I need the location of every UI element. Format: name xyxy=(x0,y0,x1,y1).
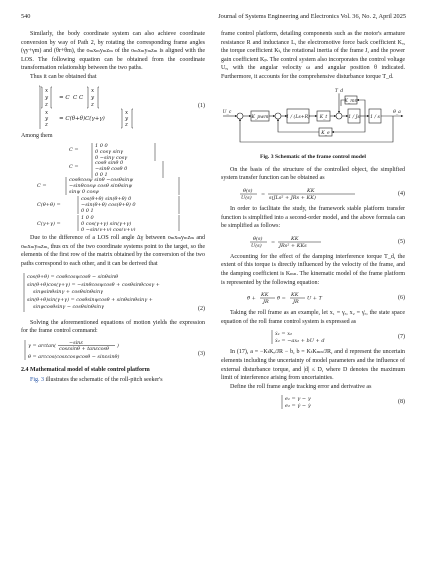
paragraph-text: illustrates the schematic of the roll-pitch seeker's xyxy=(44,377,163,384)
figure-link[interactable]: Fig. 3 xyxy=(30,377,45,384)
equation-number: (4) xyxy=(398,191,405,198)
svg-text:0 0 1: 0 0 1 xyxy=(81,208,94,215)
svg-text:−sin(θ+θ) cos(θ+θ) 0: −sin(θ+θ) cos(θ+θ) 0 xyxy=(81,202,136,209)
svg-text:e₁ = γ − γ: e₁ = γ − γ xyxy=(285,396,311,403)
paragraph: Taking the roll frame as an example, let x₁ = γₐ, x₂ = γ̇ₐ, the state space equation of the roll frame control system is expressed as xyxy=(221,310,405,325)
svg-text:y: y xyxy=(125,115,129,122)
svg-text:cos(θ+θ) = cosθcosψcosθ − sinθ: cos(θ+θ) = cosθcosψcosθ − sinθsinθ xyxy=(27,273,119,280)
equation-6 xyxy=(221,290,405,306)
svg-text:0 −sinγ cosγ: 0 −sinγ cosγ xyxy=(95,155,128,162)
svg-text:KK: KK xyxy=(261,292,269,299)
svg-text:y: y xyxy=(91,94,95,101)
svg-text:0 −sin(γ+γ) cos(γ+γ): 0 −sin(γ+γ) cos(γ+γ) xyxy=(81,227,136,232)
svg-text:sinψ 0 cosψ: sinψ 0 cosψ xyxy=(69,189,99,196)
equation-number: (1) xyxy=(198,102,205,109)
paragraph: On the basis of the structure of the controlled object, the simplified system transfer function can be obtained as xyxy=(221,166,405,182)
svg-text:C: C xyxy=(79,94,84,101)
paragraph: Solving the aforementioned equations of motion yields the expression for the frame control command: xyxy=(21,319,205,335)
equation-number: (8) xyxy=(398,399,405,406)
paragraph: In (17), a = −KₜKₑ/JR − b, b = KₜKₘₙ/JR, and d represent the uncertain elements including the uncertainty of model parameters and the influence of external disturbance torque, and |d| ≤ D, where D denotes the maximum limit of interference arising from uncertainties. xyxy=(221,349,405,382)
svg-text:sin(θ+θ)sin(γ+γ) = cosθsinψcos: sin(θ+θ)sin(γ+γ) = cosθsinψcosθ + sinθsinθsinγ + xyxy=(27,296,153,303)
motor-label: 1 / (Ls+R) xyxy=(286,114,310,120)
equation-1 xyxy=(21,85,205,129)
input-label: U_c xyxy=(222,109,232,115)
ke-label: K_e xyxy=(321,130,330,136)
journal-title: Journal of Systems Engineering and Electronics Vol. 36, No. 2, April 2025 xyxy=(218,13,406,20)
equation-5-graphic xyxy=(245,234,395,250)
svg-text:x: x xyxy=(45,109,49,116)
equation-7-graphic xyxy=(269,329,419,345)
svg-text:z: z xyxy=(91,101,94,108)
equation-8 xyxy=(221,394,405,410)
inertia-label: 1 / Js xyxy=(348,114,360,120)
svg-text:0 cos(γ+γ) sin(γ+γ): 0 cos(γ+γ) sin(γ+γ) xyxy=(81,221,132,228)
matrix-graphic xyxy=(29,143,199,231)
svg-text:x: x xyxy=(91,87,95,94)
svg-text:cosθcosψ sinθ −cosθsinψ: cosθcosψ sinθ −cosθsinψ xyxy=(69,177,134,184)
disturbance-label: T_d xyxy=(334,88,344,94)
paragraph: Define the roll frame angle tracking error and derivative as xyxy=(230,383,372,390)
svg-text:x: x xyxy=(45,87,49,94)
svg-text:C(γ+γ) =: C(γ+γ) = xyxy=(37,221,61,228)
svg-text:=: = xyxy=(271,239,276,246)
svg-text:JR: JR xyxy=(263,299,269,306)
svg-text:C =: C = xyxy=(69,164,79,171)
svg-text:C =: C = xyxy=(69,147,79,154)
svg-text:KK: KK xyxy=(291,292,299,299)
svg-text:cosθ sinθ 0: cosθ sinθ 0 xyxy=(95,160,124,167)
svg-text:U + T: U + T xyxy=(307,295,322,302)
paragraph: Similarly, the body coordinate system can also achieve coordinate conversion by way of Path 2, by rotating the corresponding frame angles (γy+γm) and (θr+θm), the oₘxₘyₘzₘ of the oₘxₘyₘzₘ is aligned with the LOS. The following equation can be obtained from the coordinate transformation relationship between the two paths. xyxy=(21,31,205,72)
svg-text:cosεsinθ + tanεcosθ: cosεsinθ + tanεcosθ xyxy=(59,345,109,352)
svg-text:sinψcosθsinγ − cosθsinθsinγ: sinψcosθsinγ − cosθsinθsinγ xyxy=(33,303,105,310)
svg-text:): ) xyxy=(117,342,119,349)
equation-4-graphic xyxy=(235,186,385,202)
svg-text:ẋ₂ = −ax₂ + bU + d: ẋ₂ = −ax₂ + bU + d xyxy=(275,338,325,345)
svg-text:−sinθcosψ cosθ sinθsinψ: −sinθcosψ cosθ sinθsinψ xyxy=(69,183,133,190)
svg-text:= C: = C xyxy=(59,94,70,101)
paragraph: In order to facilitate the study, the framework stable platform transfer function is simplified into a second-order model, and the above formula can be simplified as follows: xyxy=(221,206,405,230)
svg-text:cos(θ+θ) sin(θ+θ) 0: cos(θ+θ) sin(θ+θ) 0 xyxy=(81,196,132,203)
svg-text:y: y xyxy=(45,115,49,122)
equation-3-graphic xyxy=(23,339,183,361)
svg-text:e₂ = γ̇ − γ̇: e₂ = γ̇ − γ̇ xyxy=(285,403,311,410)
svg-text:ẋ₁ = x₂: ẋ₁ = x₂ xyxy=(275,331,293,338)
svg-text:−sinθ cosθ 0: −sinθ cosθ 0 xyxy=(95,166,128,173)
right-column xyxy=(221,30,405,413)
equation-2-graphic xyxy=(23,272,193,316)
svg-text:θ̈ +: θ̈ + xyxy=(247,295,256,302)
svg-text:JRs² + KKs: JRs² + KKs xyxy=(279,242,307,249)
svg-text:sinψsinθsinγ + cosθsinθsinγ: sinψsinθsinγ + cosθsinθsinγ xyxy=(33,288,104,295)
paragraph: Accounting for the effect of the damping interference torque T_d, the extent of this torque is directly influenced by the velocity of the frame, and the damping coefficient is Kₘₙ. The kinematic model of the frame platform is represented by the following equation: xyxy=(221,253,405,286)
svg-text:z: z xyxy=(125,121,128,128)
integrator-label: 1 / s xyxy=(370,114,380,120)
svg-text:1 0 0: 1 0 0 xyxy=(81,215,94,222)
svg-text:U(s): U(s) xyxy=(241,195,252,202)
svg-text:θ(s): θ(s) xyxy=(243,188,253,195)
svg-text:C =: C = xyxy=(37,183,47,190)
equation-number: (5) xyxy=(398,238,405,245)
svg-text:KK: KK xyxy=(291,235,299,242)
svg-text:JR: JR xyxy=(293,299,299,306)
equation-number: (7) xyxy=(398,334,405,341)
svg-text:θ(s): θ(s) xyxy=(253,235,263,242)
equation-7 xyxy=(221,329,405,345)
equation-3 xyxy=(21,339,205,361)
paragraph: frame control platform, detailing components such as the motor's armature resistance R and inductance L, the electromotive force back coefficient Kₑ, the torque coefficient Kₜ, the rotational inertia of the frame J, and the power gain coefficient Kₚ. The control system also incorporates the control voltage Uₑ, with the angular velocity ω and angular position θ indicated. Furthermore, it accounts for the comprehensive disturbance torque T_d. xyxy=(221,31,405,80)
equation-number: (6) xyxy=(398,295,405,302)
svg-text:1 0 0: 1 0 0 xyxy=(95,143,108,150)
svg-text:U(s): U(s) xyxy=(251,242,262,249)
page-header xyxy=(21,13,406,22)
svg-text:−sinε: −sinε xyxy=(69,339,83,346)
svg-text:KK: KK xyxy=(307,188,315,195)
svg-text:y: y xyxy=(45,94,49,101)
left-column xyxy=(21,30,205,385)
svg-text:= C(θ+θ)C(γ+γ): = C(θ+θ)C(γ+γ) xyxy=(59,115,105,122)
svg-text:C: C xyxy=(73,94,78,101)
kmn-label: K_mn xyxy=(344,98,358,104)
output-label: θ_a xyxy=(393,109,401,115)
figure-caption: Fig. 3 Schematic of the frame control model xyxy=(259,154,367,161)
svg-text:C(θ+θ) =: C(θ+θ) = xyxy=(37,202,61,209)
svg-text:x: x xyxy=(125,109,129,116)
equation-5 xyxy=(221,234,405,250)
equation-4 xyxy=(221,186,405,202)
paragraph: Due to the difference of a LOS roll angle Δγ between oₘxₘyₘzₘ and oₘxₘyₘzₘ, thus αx of the two coordinate systems point to the target, so the elements of the first row of the matrix obtained by the conversion of the two paths correspond to each other, and it can be derived that xyxy=(21,235,205,267)
paragraph: Among them xyxy=(21,132,53,139)
kt-label: K_t xyxy=(319,114,328,120)
svg-text:z: z xyxy=(45,121,48,128)
paragraph xyxy=(21,376,205,385)
section-heading: 2.4 Mathematical model of stable control platform xyxy=(21,366,150,373)
svg-text:s(JLs² + JRs + KK): s(JLs² + JRs + KK) xyxy=(269,195,316,202)
svg-text:z: z xyxy=(45,101,48,108)
block-diagram xyxy=(221,86,405,148)
svg-text:=: = xyxy=(261,191,266,198)
svg-text:0 cosγ sinγ: 0 cosγ sinγ xyxy=(95,149,124,156)
equation-6-graphic xyxy=(245,290,395,306)
svg-text:γ = arctan(: γ = arctan( xyxy=(28,342,57,349)
page-number: 540 xyxy=(21,13,31,20)
svg-text:sin(θ+θ)cos(γ+γ) = −sinθcosψco: sin(θ+θ)cos(γ+γ) = −sinθcosψcosθ + cosθsinθcosγ + xyxy=(27,281,160,288)
equation-number: (2) xyxy=(198,305,205,312)
paragraph: Thus it can be obtained that xyxy=(30,73,97,80)
svg-text:θ = arccos(cosεcosψcosθ − sinε: θ = arccos(cosεcosψcosθ − sinεsinθ) xyxy=(28,353,120,360)
kpwm-label: K_pwm xyxy=(251,114,269,120)
rotation-matrices xyxy=(21,143,205,231)
equation-1-graphic xyxy=(39,85,189,129)
svg-text:θ̇ =: θ̇ = xyxy=(277,295,286,302)
equation-number: (3) xyxy=(198,350,205,357)
figure-3-diagram xyxy=(221,86,405,148)
svg-text:0 0 1: 0 0 1 xyxy=(95,172,108,179)
equation-2 xyxy=(21,272,205,316)
